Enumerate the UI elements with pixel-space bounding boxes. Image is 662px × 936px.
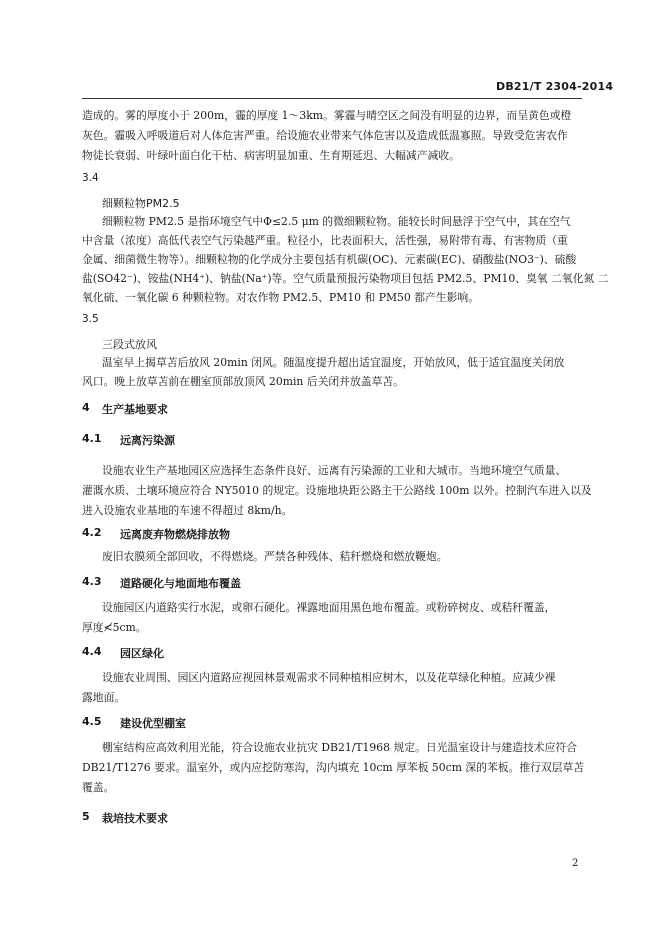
clause-heading: 道路硬化与地面地布覆盖 (120, 577, 241, 590)
chapter-heading: 栽培技术要求 (102, 812, 168, 825)
paragraph-line: DB21/T1276 要求。温室外，或内应挖防寒沟，沟内填充 10cm 厚苯板 50cm 深的苯板。推行双层草苫 (82, 761, 585, 774)
term-title: 细颗粒物PM2.5 (102, 197, 180, 210)
clause-number: 4.2 (82, 526, 102, 539)
doc-code-header: DB21/T 2304-2014 (496, 80, 614, 93)
term-title: 三段式放风 (102, 338, 157, 351)
clause-heading: 建设优型棚室 (120, 717, 186, 730)
paragraph-line: 造成的。雾的厚度小于 200m，霾的厚度 1～3km。雾霾与晴空区之间没有明显的边界，而呈黄色或橙 (82, 109, 572, 122)
paragraph-line: 设施农业生产基地园区应选择生态条件良好、远离有污染源的工业和大城市。当地环境空气质量、 (102, 464, 567, 477)
paragraph-line: 氧化硫、一氧化碳 6 种颗粒物。对农作物 PM2.5、PM10 和 PM50 都产生影响。 (82, 291, 479, 304)
clause-number: 4.5 (82, 715, 102, 728)
paragraph-line: 设施农业周围、园区内道路应视园林景观需求不同种植相应树木，以及花草绿化种植。应减少裸 (102, 671, 556, 684)
paragraph-line: 温室早上揭草苫后放风 20min 闭风。随温度提升超出适宜温度，开始放风，低于适宜温度关闭放 (102, 356, 565, 369)
paragraph-line: 灰色。霾吸入呼吸道后对人体危害严重。给设施农业带来气体危害以及造成低温寡照。导致受危害农作 (82, 129, 568, 142)
paragraph-line: 进入设施农业基地的车速不得超过 8km/h。 (82, 504, 293, 517)
clause-number: 4.3 (82, 575, 102, 588)
chapter-number: 5 (82, 810, 90, 823)
clause-heading: 远离污染源 (120, 434, 175, 447)
paragraph-line: 金属、细菌微生物等）。细颗粒物的化学成分主要包括有机碳(OC)、元素碳(EC)、硝酸盐(NO3⁻)、硫酸 (82, 253, 577, 266)
paragraph-line: 棚室结构应高效利用光能，符合设施农业抗灾 DB21/T1968 规定。日光温室设计与建造技术应符合 (102, 741, 577, 754)
clause-number: 3.4 (82, 172, 99, 184)
paragraph-line: 中含量（浓度）高低代表空气污染越严重。粒径小，比表面积大，活性强，易附带有毒、有害物质（重 (82, 234, 568, 247)
paragraph-line: 物徒长衰弱、叶绿叶面白化干枯、病害明显加重、生育期延迟、大幅减产减收。 (82, 149, 460, 162)
paragraph-line: 设施园区内道路实行水泥，或卵石硬化。裸露地面用黑色地布覆盖。或粉碎树皮、或秸秆覆盖， (102, 601, 556, 614)
paragraph-line: 露地面。 (82, 691, 126, 704)
paragraph-line: 风口。晚上放草苫前在棚室顶部放顶风 20min 后关闭并放盖草苫。 (82, 375, 404, 388)
header-rule (82, 98, 582, 99)
paragraph-line: 覆盖。 (82, 781, 115, 794)
paragraph-line: 灌溉水质、土壤环境应符合 NY5010 的规定。设施地块距公路主干公路线 100m 以外。控制汽车进入以及 (82, 484, 592, 497)
clause-number: 3.5 (82, 313, 99, 325)
paragraph-line: 废旧农膜须全部回收，不得燃烧。严禁各种残体、秸秆燃烧和燃放鞭炮。 (102, 550, 448, 563)
paragraph-line: 厚度≮5cm。 (82, 621, 147, 634)
page-number: 2 (572, 858, 579, 869)
paragraph-line: 细颗粒物 PM2.5 是指环境空气中Φ≤2.5 μm 的微细颗粒物。能较长时间悬浮于空气中，其在空气 (102, 215, 571, 228)
clause-heading: 远离废弃物燃烧排放物 (120, 528, 230, 541)
paragraph-line: 盐(SO42⁻)、铵盐(NH4⁺)、钠盐(Na⁺)等。空气质量预报污染物项目包括 PM2.5、PM10、臭氧 二氧化氮 二 (82, 272, 609, 285)
chapter-heading: 生产基地要求 (102, 403, 168, 416)
clause-number: 4.4 (82, 645, 102, 658)
clause-heading: 园区绿化 (120, 647, 164, 660)
chapter-number: 4 (82, 401, 90, 414)
clause-number: 4.1 (82, 432, 102, 445)
